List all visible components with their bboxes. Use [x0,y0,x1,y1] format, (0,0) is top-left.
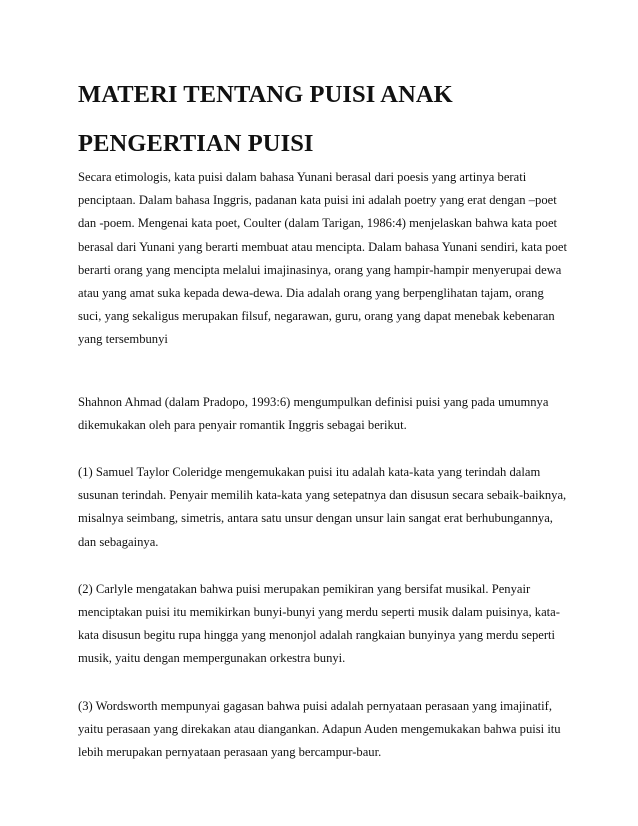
paragraph-coleridge: (1) Samuel Taylor Coleridge mengemukakan puisi itu adalah kata-kata yang terindah dalam susunan terindah. Penyair memilih kata-kata yang setepatnya dan disusun secara sebaik-baiknya, misalnya seimbang, simetris, antara satu unsur dengan unsur lain sangat erat berhubungannya, dan sebagainya. [78,465,567,549]
paragraph-spacer [78,554,568,578]
paragraph-spacer [78,352,568,391]
section-heading: PENGERTIAN PUISI [78,130,314,157]
document-title: MATERI TENTANG PUISI ANAK [78,81,453,108]
paragraph-carlyle: (2) Carlyle mengatakan bahwa puisi merupakan pemikiran yang bersifat musikal. Penyair menciptakan puisi itu memikirkan bunyi-bunyi yang merdu seperti musik dalam puisinya, kata-kata disusun begitu rupa hingga yang menonjol adalah rangkaian bunyinya yang merdu seperti musik, yaitu dengan mempergunakan orkestra bunyi. [78,581,560,666]
paragraph-shahnon: Shahnon Ahmad (dalam Pradopo, 1993:6) mengumpulkan definisi puisi yang pada umumnya dikemukakan oleh para penyair romantik Inggris sebagai berikut. [78,394,549,432]
paragraph-spacer [78,437,568,461]
paragraph-etimologi: Secara etimologis, kata puisi dalam bahasa Yunani berasal dari poesis yang artinya berati penciptaan. Dalam bahasa Inggris, padanan kata puisi ini adalah poetry yang erat dengan –poet dan -poem. Mengenai kata poet, Coulter (dalam Tarigan, 1986:4) menjelaskan bahwa kata poet berasal dari Yunani yang berarti membuat atau mencipta. Dalam bahasa Yunani sendiri, kata poet berarti orang yang mencipta melalui imajinasinya, orang yang hampir-hampir menyerupai dewa atau yang amat suka kepada dewa-dewa. Dia adalah orang yang berpenglihatan tajam, orang suci, yang sekaligus merupakan filsuf, negarawan, guru, orang yang dapat menebak kebenaran yang tersembunyi [78,170,567,347]
document-page [78,78,568,764]
paragraph-spacer [78,671,568,695]
paragraph-wordsworth: (3) Wordsworth mempunyai gagasan bahwa puisi adalah pernyataan perasaan yang imajinatif, yaitu perasaan yang direkakan atau diangankan. Adapun Auden mengemukakan bahwa puisi itu lebih merupakan pernyataan perasaan yang bercampur-baur. [78,698,561,760]
